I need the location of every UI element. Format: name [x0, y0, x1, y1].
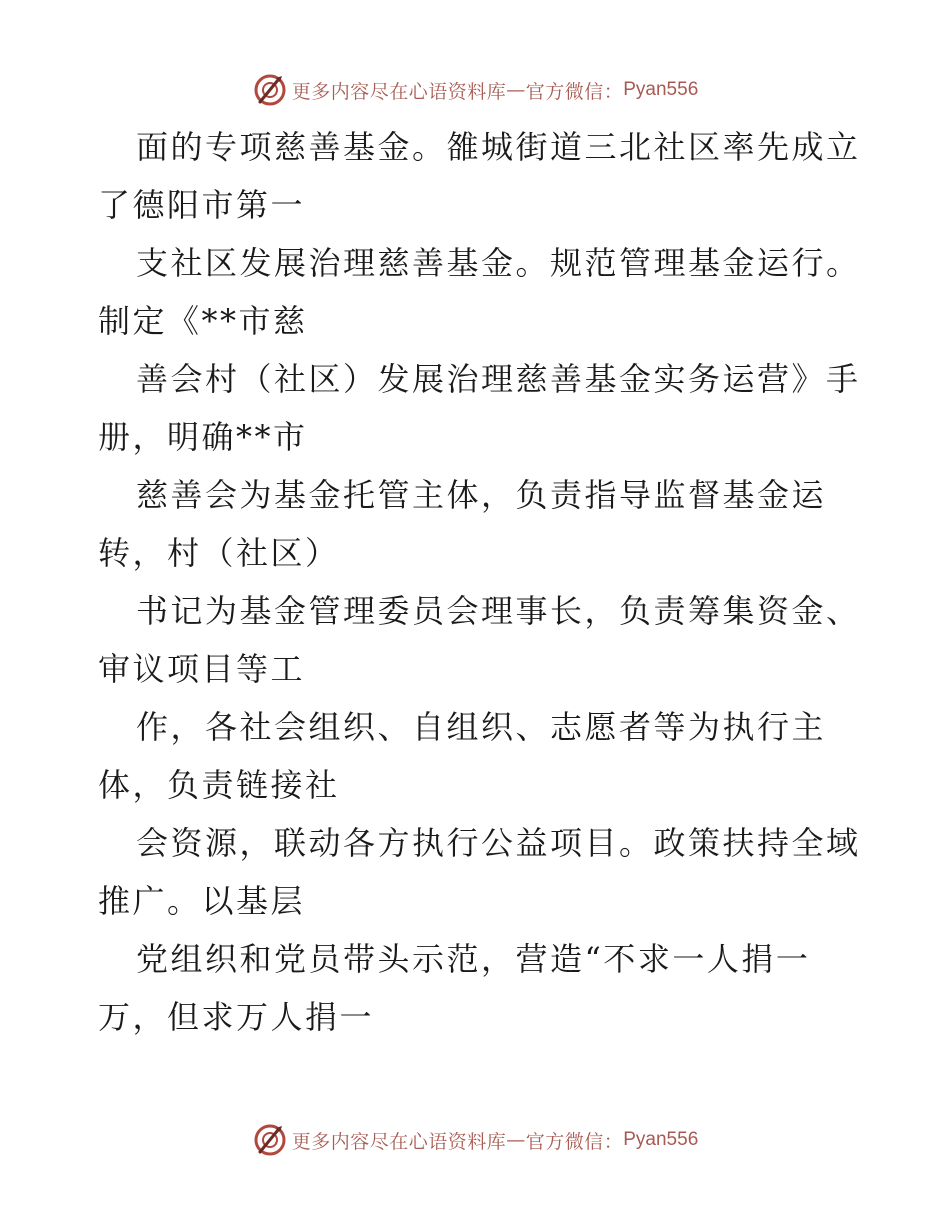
banner-separator: — [506, 79, 526, 101]
seal-logo-icon [252, 72, 288, 108]
document-body [98, 118, 861, 1046]
footer-banner [0, 1120, 950, 1160]
text-line: 支社区发展治理慈善基金。规范管理基金运行。 [136, 244, 861, 282]
banner-separator: — [506, 1129, 526, 1151]
text-line: 转，村（社区） [98, 534, 340, 572]
banner-official-label: 官方微信： [525, 80, 624, 103]
text-line: 慈善会为基金托管主体，负责指导监督基金运 [136, 476, 827, 514]
banner-wechat-id: Pyan556 [623, 1129, 699, 1150]
banner-title: 更多内容尽在心语资料库 [291, 1130, 507, 1153]
text-line: 了德阳市第一 [98, 186, 306, 224]
text-line: 册，明确**市 [98, 418, 308, 456]
text-line: 推广。以基层 [98, 882, 306, 920]
text-line: 体，负责链接社 [98, 766, 340, 804]
header-banner [0, 70, 950, 110]
text-line: 面的专项慈善基金。雒城街道三北社区率先成立 [136, 128, 861, 166]
seal-logo-icon [252, 1122, 288, 1158]
banner-title: 更多内容尽在心语资料库 [291, 80, 507, 103]
banner-wechat-id: Pyan556 [623, 79, 699, 100]
text-line: 作，各社会组织、自组织、志愿者等为执行主 [136, 708, 827, 746]
banner-official-label: 官方微信： [525, 1130, 624, 1153]
text-line: 书记为基金管理委员会理事长，负责筹集资金、 [136, 592, 861, 630]
text-line: 党组织和党员带头示范，营造“不求一人捐一 [136, 940, 811, 978]
text-line: 万，但求万人捐一 [98, 998, 375, 1036]
text-line: 会资源，联动各方执行公益项目。政策扶持全域 [136, 824, 861, 862]
text-line: 善会村（社区）发展治理慈善基金实务运营》手 [136, 360, 861, 398]
text-line: 审议项目等工 [98, 650, 306, 688]
text-line: 制定《**市慈 [98, 302, 308, 340]
